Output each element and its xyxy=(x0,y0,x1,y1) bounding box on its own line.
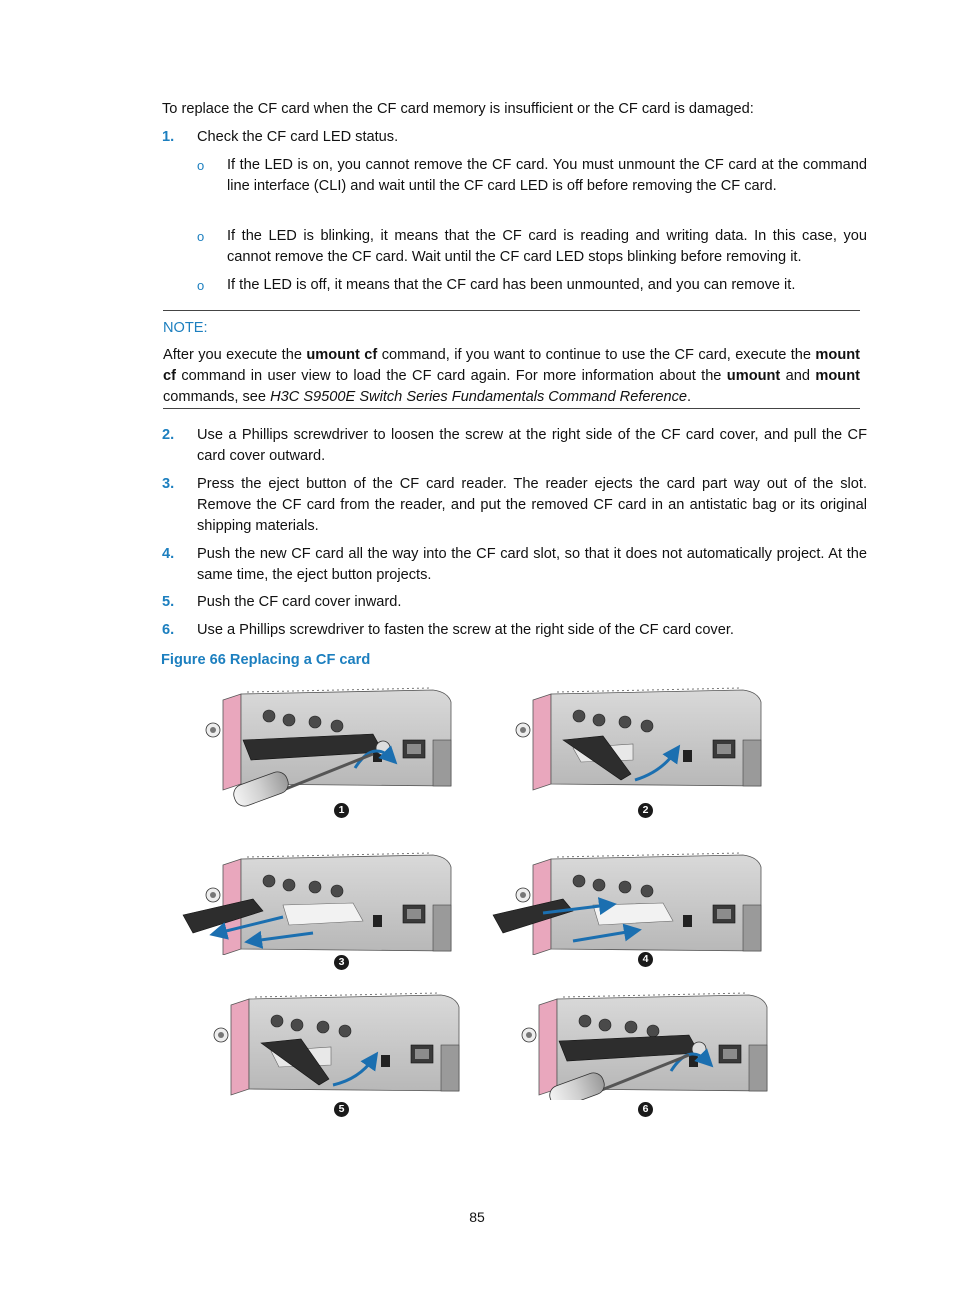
bullet-icon: o xyxy=(197,229,205,244)
cf-card-illustration-5 xyxy=(206,990,464,1100)
note-text: and xyxy=(780,368,816,384)
figure-panel-6 xyxy=(514,990,774,1120)
step-number: 2. xyxy=(162,427,175,443)
note-text: After you execute the xyxy=(163,347,307,363)
step-3 xyxy=(162,474,867,537)
note-text: command, if you want to continue to use the CF card, execute the xyxy=(377,347,816,363)
note-title: NOTE: xyxy=(163,320,208,336)
cf-card-illustration-3 xyxy=(168,850,458,955)
step-4 xyxy=(162,544,867,586)
figure-panel-5 xyxy=(206,990,464,1120)
figure-panel-4 xyxy=(478,850,768,975)
step-2 xyxy=(162,425,867,467)
step-number: 5. xyxy=(162,594,175,610)
step-1 xyxy=(162,127,867,148)
step-text: Check the CF card LED status. xyxy=(197,129,399,145)
step-text: Push the new CF card all the way into the CF card slot, so that it does not automatically project. At the same time, the eject button projects. xyxy=(197,546,867,583)
step-5 xyxy=(162,592,867,613)
step-badge-1: 1 xyxy=(334,803,349,818)
step-number: 4. xyxy=(162,546,175,562)
step-number: 1. xyxy=(162,129,175,145)
sub-item-text: If the LED is on, you cannot remove the CF card. You must unmount the CF card at the command line interface (CLI) and wait until the CF card LED is off before removing the CF card. xyxy=(227,157,867,194)
note-body xyxy=(163,345,860,408)
cf-card-illustration-4 xyxy=(478,850,768,955)
page-number: 85 xyxy=(469,1209,485,1225)
figure-panel-2 xyxy=(508,685,766,825)
step-text: Press the eject button of the CF card reader. The reader ejects the card part way out of the slot. Remove the CF card from the reader, and put the removed CF card in an antistatic bag or its original shipping materials. xyxy=(197,476,867,534)
step-badge-4: 4 xyxy=(638,952,653,967)
figure-panel-1 xyxy=(198,685,456,825)
step-6 xyxy=(162,620,867,641)
step-text: Use a Phillips screwdriver to loosen the screw at the right side of the CF card cover, and pull the CF card cover outward. xyxy=(197,427,867,464)
step-number: 6. xyxy=(162,622,175,638)
step-badge-3: 3 xyxy=(334,955,349,970)
note-reference: H3C S9500E Switch Series Fundamentals Command Reference xyxy=(270,389,688,405)
note-text: command in user view to load the CF card again. For more information about the xyxy=(175,368,727,384)
note-text: commands, see xyxy=(163,389,271,405)
sub-item-led-off xyxy=(197,275,867,296)
step-number: 3. xyxy=(162,476,175,492)
note-command: mount cf xyxy=(163,347,861,384)
sub-item-led-blinking xyxy=(197,226,867,268)
note-command: mount xyxy=(815,368,860,384)
bullet-icon: o xyxy=(197,278,205,293)
cf-card-illustration-1 xyxy=(198,685,456,810)
cf-card-illustration-2 xyxy=(508,685,766,810)
sub-item-text: If the LED is off, it means that the CF card has been unmounted, and you can remove it. xyxy=(227,277,796,293)
step-badge-5: 5 xyxy=(334,1102,349,1117)
note-command: umount xyxy=(726,368,781,384)
note-top-rule xyxy=(163,310,860,311)
note-text: . xyxy=(687,389,692,405)
step-text: Push the CF card cover inward. xyxy=(197,594,402,610)
figure-panel-3 xyxy=(168,850,458,975)
cf-card-illustration-6 xyxy=(514,990,774,1100)
step-badge-2: 2 xyxy=(638,803,653,818)
sub-item-text: If the LED is blinking, it means that the CF card is reading and writing data. In this case, you cannot remove the CF card. Wait until the CF card LED stops blinking before removing it. xyxy=(227,228,867,265)
step-badge-6: 6 xyxy=(638,1102,653,1117)
intro-paragraph: To replace the CF card when the CF card memory is insufficient or the CF card is damaged: xyxy=(162,101,754,117)
bullet-icon: o xyxy=(197,158,205,173)
note-command: umount cf xyxy=(306,347,378,363)
sub-item-led-on xyxy=(197,155,867,197)
step-text: Use a Phillips screwdriver to fasten the screw at the right side of the CF card cover. xyxy=(197,622,734,638)
figure-caption: Figure 66 Replacing a CF card xyxy=(161,652,371,668)
note-bottom-rule xyxy=(163,408,860,409)
